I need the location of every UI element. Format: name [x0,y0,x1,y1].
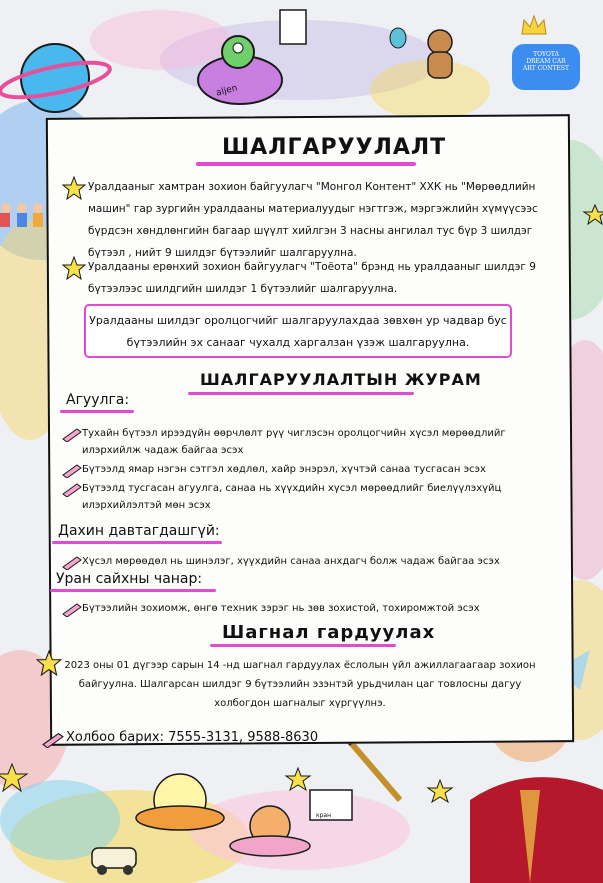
brand-line-2: DREAM CAR [526,58,566,65]
pencil-bullet-icon [62,554,82,570]
pencil-bullet-icon [62,426,82,442]
section-underline [52,541,222,544]
content-item-1: Тухайн бүтээл ирээдүйн өөрчлөлт рүү чиглэсэн оролцогчийн хүсэл мөрөөдлийг илэрхийлж чадаж байгаа эсэх [82,428,506,456]
alien-label: aljen [215,83,239,99]
award-title: Шагнал гардуулах [222,622,436,643]
bear-drawing [428,30,452,78]
procedure-title: ШАЛГАРУУЛАЛТЫН ЖУРАМ [200,370,482,389]
award-underline [210,644,396,647]
artistic-item-1: Бүтээлийн зохиомж, өнгө техник зэрэг нь зөв зохистой, тохиромжтой эсэх [82,603,480,614]
intro-paragraph-1: Уралдааныг хамтран зохион байгуулагч "Монгол Контент" ХХК нь "Мөрөөдлийн машин" гар зургийн уралдааны материалуудыг нэгтгэж, мэргэжлийн хүмүүсээс бүрдсэн хөндлөнгийн багаар шүүлт хийлгэн 3 насны ангилал тус бүр 3 шилдэг бүтээл , нийт 9 шилдэг бүтээлийг шалгаруулна. [88,181,538,259]
page-title: ШАЛГАРУУЛАЛТ [222,135,447,160]
section-underline [50,589,216,592]
highlight-callout: Уралдааны шилдэг оролцогчийг шалгаруулахдаа зөвхөн ур чадвар бус бүтээлийн эх санааг чухалд харгалзан үзэж шалгаруулна. [84,304,512,358]
contact-info: Холбоо барих: 7555-3131, 9588-8630 [66,730,319,745]
brand-line-3: ART CONTEST [523,65,569,72]
title-underline [196,162,416,166]
award-text: 2023 оны 01 дүгээр сарын 14 -нд шагнал гардуулах ёслолын үйл ажиллагаагаар зохион байгуулна. Шалгарсан шилдэг 9 бүтээлийн эзэнтэй урьдчилан цаг товлосны дагуу холбогдон шагналыг хүргүүлнэ. [64,660,536,709]
tv-label: кран [316,812,332,819]
pencil-bullet-icon [62,462,82,478]
kids-drawing [0,203,43,227]
content-item-3: Бүтээлд тусгасан агуулга, санаа нь хүүхдийн хүсэл мөрөөдлийг биелүүлэхүйц илэрхийлэлтэй мөн эсэх [82,483,502,511]
uniqueness-item-1: Хүсэл мөрөөдөл нь шинэлэг, хүүхдийн санаа анхдагч болж чадаж байгаа эсэх [82,556,500,567]
pencil-bullet-icon [62,601,82,617]
brand-line-1: TOYOTA [533,51,559,58]
pencil-bullet-icon [62,481,82,497]
star-icon [62,176,86,200]
rabbit-drawing [390,28,406,48]
crown-icon [520,14,548,36]
content-item-2: Бүтээлд ямар нэгэн сэтгэл хөдлөл, хайр энэрэл, хүчтэй санаа тусгасан эсэх [82,464,486,475]
section-title-artistic-quality: Уран сайхны чанар: [56,571,203,587]
section-title-uniqueness: Дахин давтагдашгүй: [58,523,220,539]
star-icon [36,650,62,676]
toyota-dream-car-badge-text [513,51,579,72]
star-icon [62,256,86,280]
pencil-bullet-icon [42,730,64,748]
section-underline [60,410,134,413]
procedure-underline [188,392,414,395]
intro-paragraph-2: Уралдааны ерөнхий зохион байгуулагч "Тоёота" брэнд нь уралдааныг шилдэг 9 бүтээлээс шилдгийн шилдэг 1 бүтээлийг шалгаруулна. [88,261,536,295]
section-title-content: Агуулга: [66,392,130,408]
